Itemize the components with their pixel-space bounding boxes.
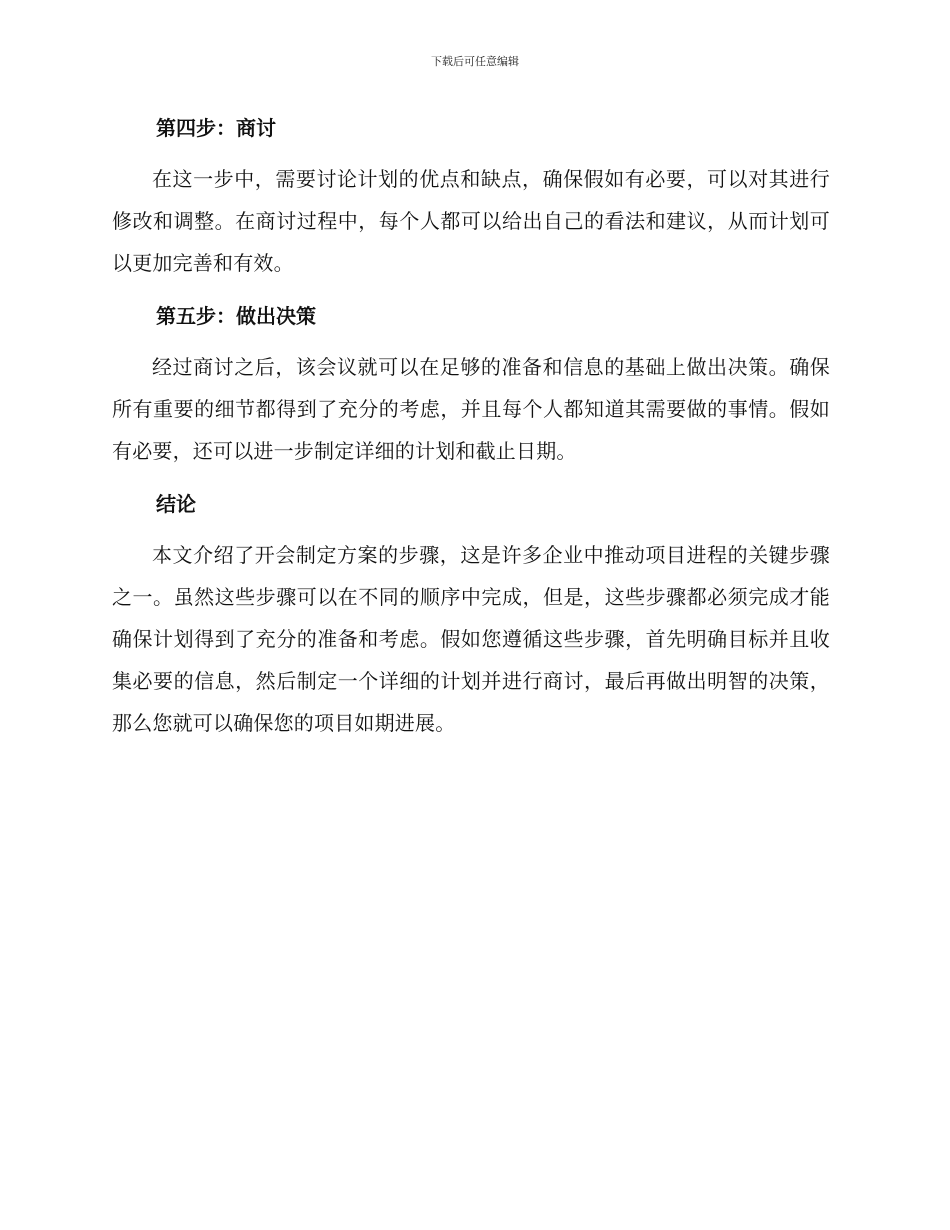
section-step-five [112, 296, 830, 472]
section-conclusion [112, 484, 830, 744]
section-heading: 第五步：做出决策 [156, 304, 316, 328]
section-paragraph: 经过商讨之后，该会议就可以在足够的准备和信息的基础上做出决策。确保所有重要的细节都得到了充分的考虑，并且每个人都知道其需要做的事情。假如有必要，还可以进一步制定详细的计划和截止日期。 [112, 355, 830, 463]
section-step-four [112, 108, 830, 284]
page-header: 下载后可任意编辑 [431, 55, 519, 68]
section-paragraph: 本文介绍了开会制定方案的步骤，这是许多企业中推动项目进程的关键步骤之一。虽然这些步骤可以在不同的顺序中完成，但是，这些步骤都必须完成才能确保计划得到了充分的准备和考虑。假如您遵循这些步骤，首先明确目标并且收集必要的信息，然后制定一个详细的计划并进行商讨，最后再做出明智的决策，那么您就可以确保您的项目如期进展。 [112, 543, 830, 735]
document-body [112, 108, 830, 756]
section-paragraph: 在这一步中，需要讨论计划的优点和缺点，确保假如有必要，可以对其进行修改和调整。在商讨过程中，每个人都可以给出自己的看法和建议，从而计划可以更加完善和有效。 [112, 167, 830, 275]
section-heading: 结论 [156, 492, 196, 516]
section-heading: 第四步：商讨 [156, 116, 276, 140]
